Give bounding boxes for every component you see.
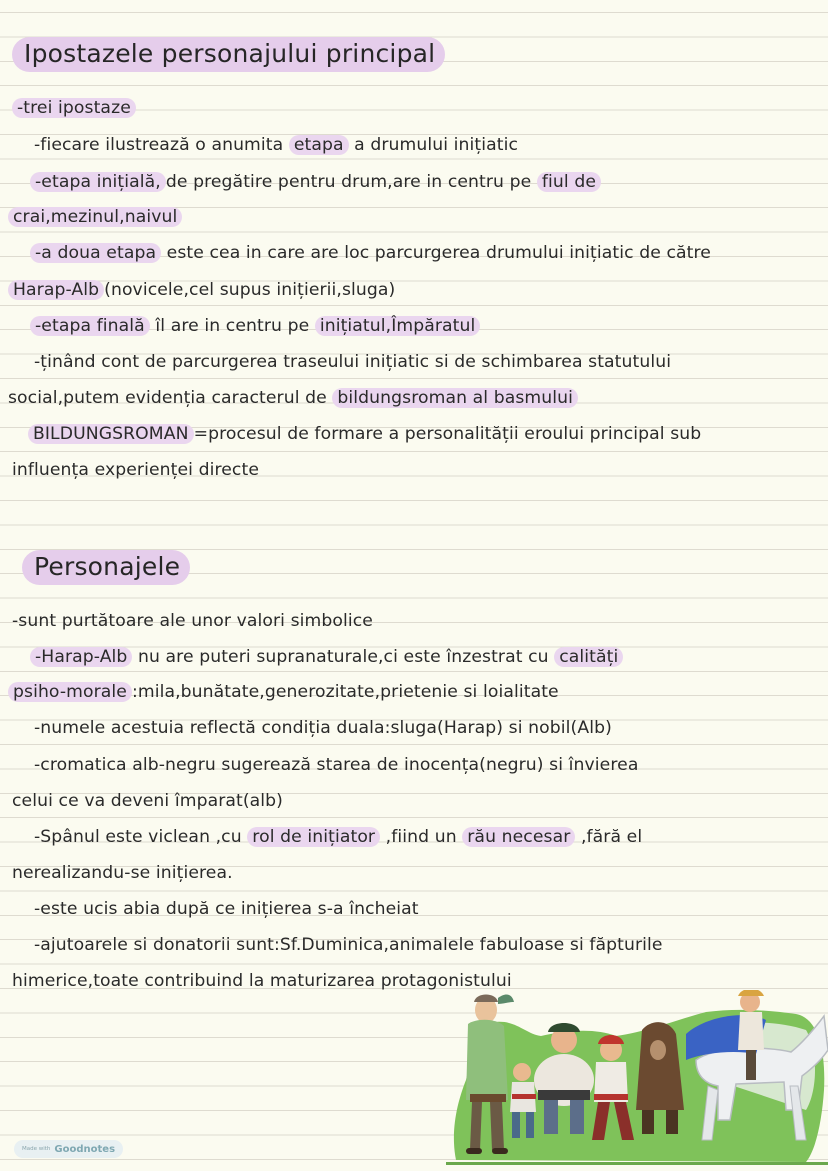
section-title-personajele [22,552,190,581]
note-line: -sunt purtătoare ale unor valori simbolice [12,611,373,631]
highlight: -a doua etapa [30,243,161,263]
note-line: -Harap-Alb nu are puteri supranaturale,ci este înzestrat cu calități [30,646,623,668]
highlight: etapa [289,135,349,155]
note-line: Harap-Alb (novicele,cel supus inițierii,sluga) [8,279,395,301]
note-line: -fiecare ilustrează o anumita etapa a drumului inițiatic [34,135,519,155]
note-line: nerealizandu-se inițierea. [12,863,233,883]
note-line: -a doua etapa este cea in care are loc parcurgerea drumului inițiatic de către [30,242,711,264]
made-with-goodnotes-badge [14,1140,123,1158]
badge-brand: Goodnotes [54,1143,116,1155]
note-line: celui ce va deveni împarat(alb) [12,791,283,811]
highlight: bildungsroman al basmului [332,388,578,408]
note-line: -cromatica alb-negru sugerează starea de inocența(negru) si învierea [34,755,639,775]
highlight: -etapa finală [30,316,150,336]
note-line: -ținând cont de parcurgerea traseului inițiatic si de schimbarea statutului [34,352,672,372]
highlight: Harap-Alb [8,280,104,300]
note-line [8,206,182,228]
highlight: rol de inițiator [247,827,380,847]
note-line: social,putem evidenția caracterul de bildungsroman al basmului [8,387,578,409]
grass-tufts [446,1162,828,1165]
highlight: fiul de [537,172,601,192]
section-title-ipostaze [12,39,445,68]
badge-prefix: Made with [22,1146,51,1152]
highlight: crai,mezinul,naivul [8,207,182,227]
note-line: -ajutoarele si donatorii sunt:Sf.Duminica,animalele fabuloase si făpturile [34,935,663,955]
highlight: BILDUNGSROMAN [28,424,194,444]
highlight: -Harap-Alb [30,647,132,667]
highlight: calități [554,647,623,667]
characters-illustration [446,990,828,1165]
note-line: -numele acestuia reflectă condiția duala:sluga(Harap) si nobil(Alb) [34,718,612,738]
highlight: -etapa inițială, [30,172,166,192]
highlight: -trei ipostaze [12,98,136,118]
note-line: -este ucis abia după ce inițierea s-a încheiat [34,899,419,919]
note-line: influența experienței directe [12,460,259,480]
note-line: -etapa inițială, de pregătire pentru drum,are in centru pe fiul de [30,171,601,193]
title-highlight: Personajele [22,550,190,585]
note-line [12,97,136,119]
note-line: BILDUNGSROMAN =procesul de formare a personalității eroului principal sub [28,423,701,445]
title-highlight: Ipostazele personajului principal [12,37,445,72]
highlight: rău necesar [462,827,575,847]
note-line: -etapa finală îl are in centru pe inițiatul,Împăratul [30,315,480,337]
highlight: inițiatul,Împăratul [315,316,481,336]
note-line: -Spânul este viclean ,cu rol de inițiator ,fiind un rău necesar ,fără el [34,827,643,847]
note-line: psiho-morale :mila,bunătate,generozitate,prietenie si loialitate [8,681,559,703]
note-line: himerice,toate contribuind la maturizarea protagonistului [12,971,512,991]
highlight: psiho-morale [8,682,132,702]
